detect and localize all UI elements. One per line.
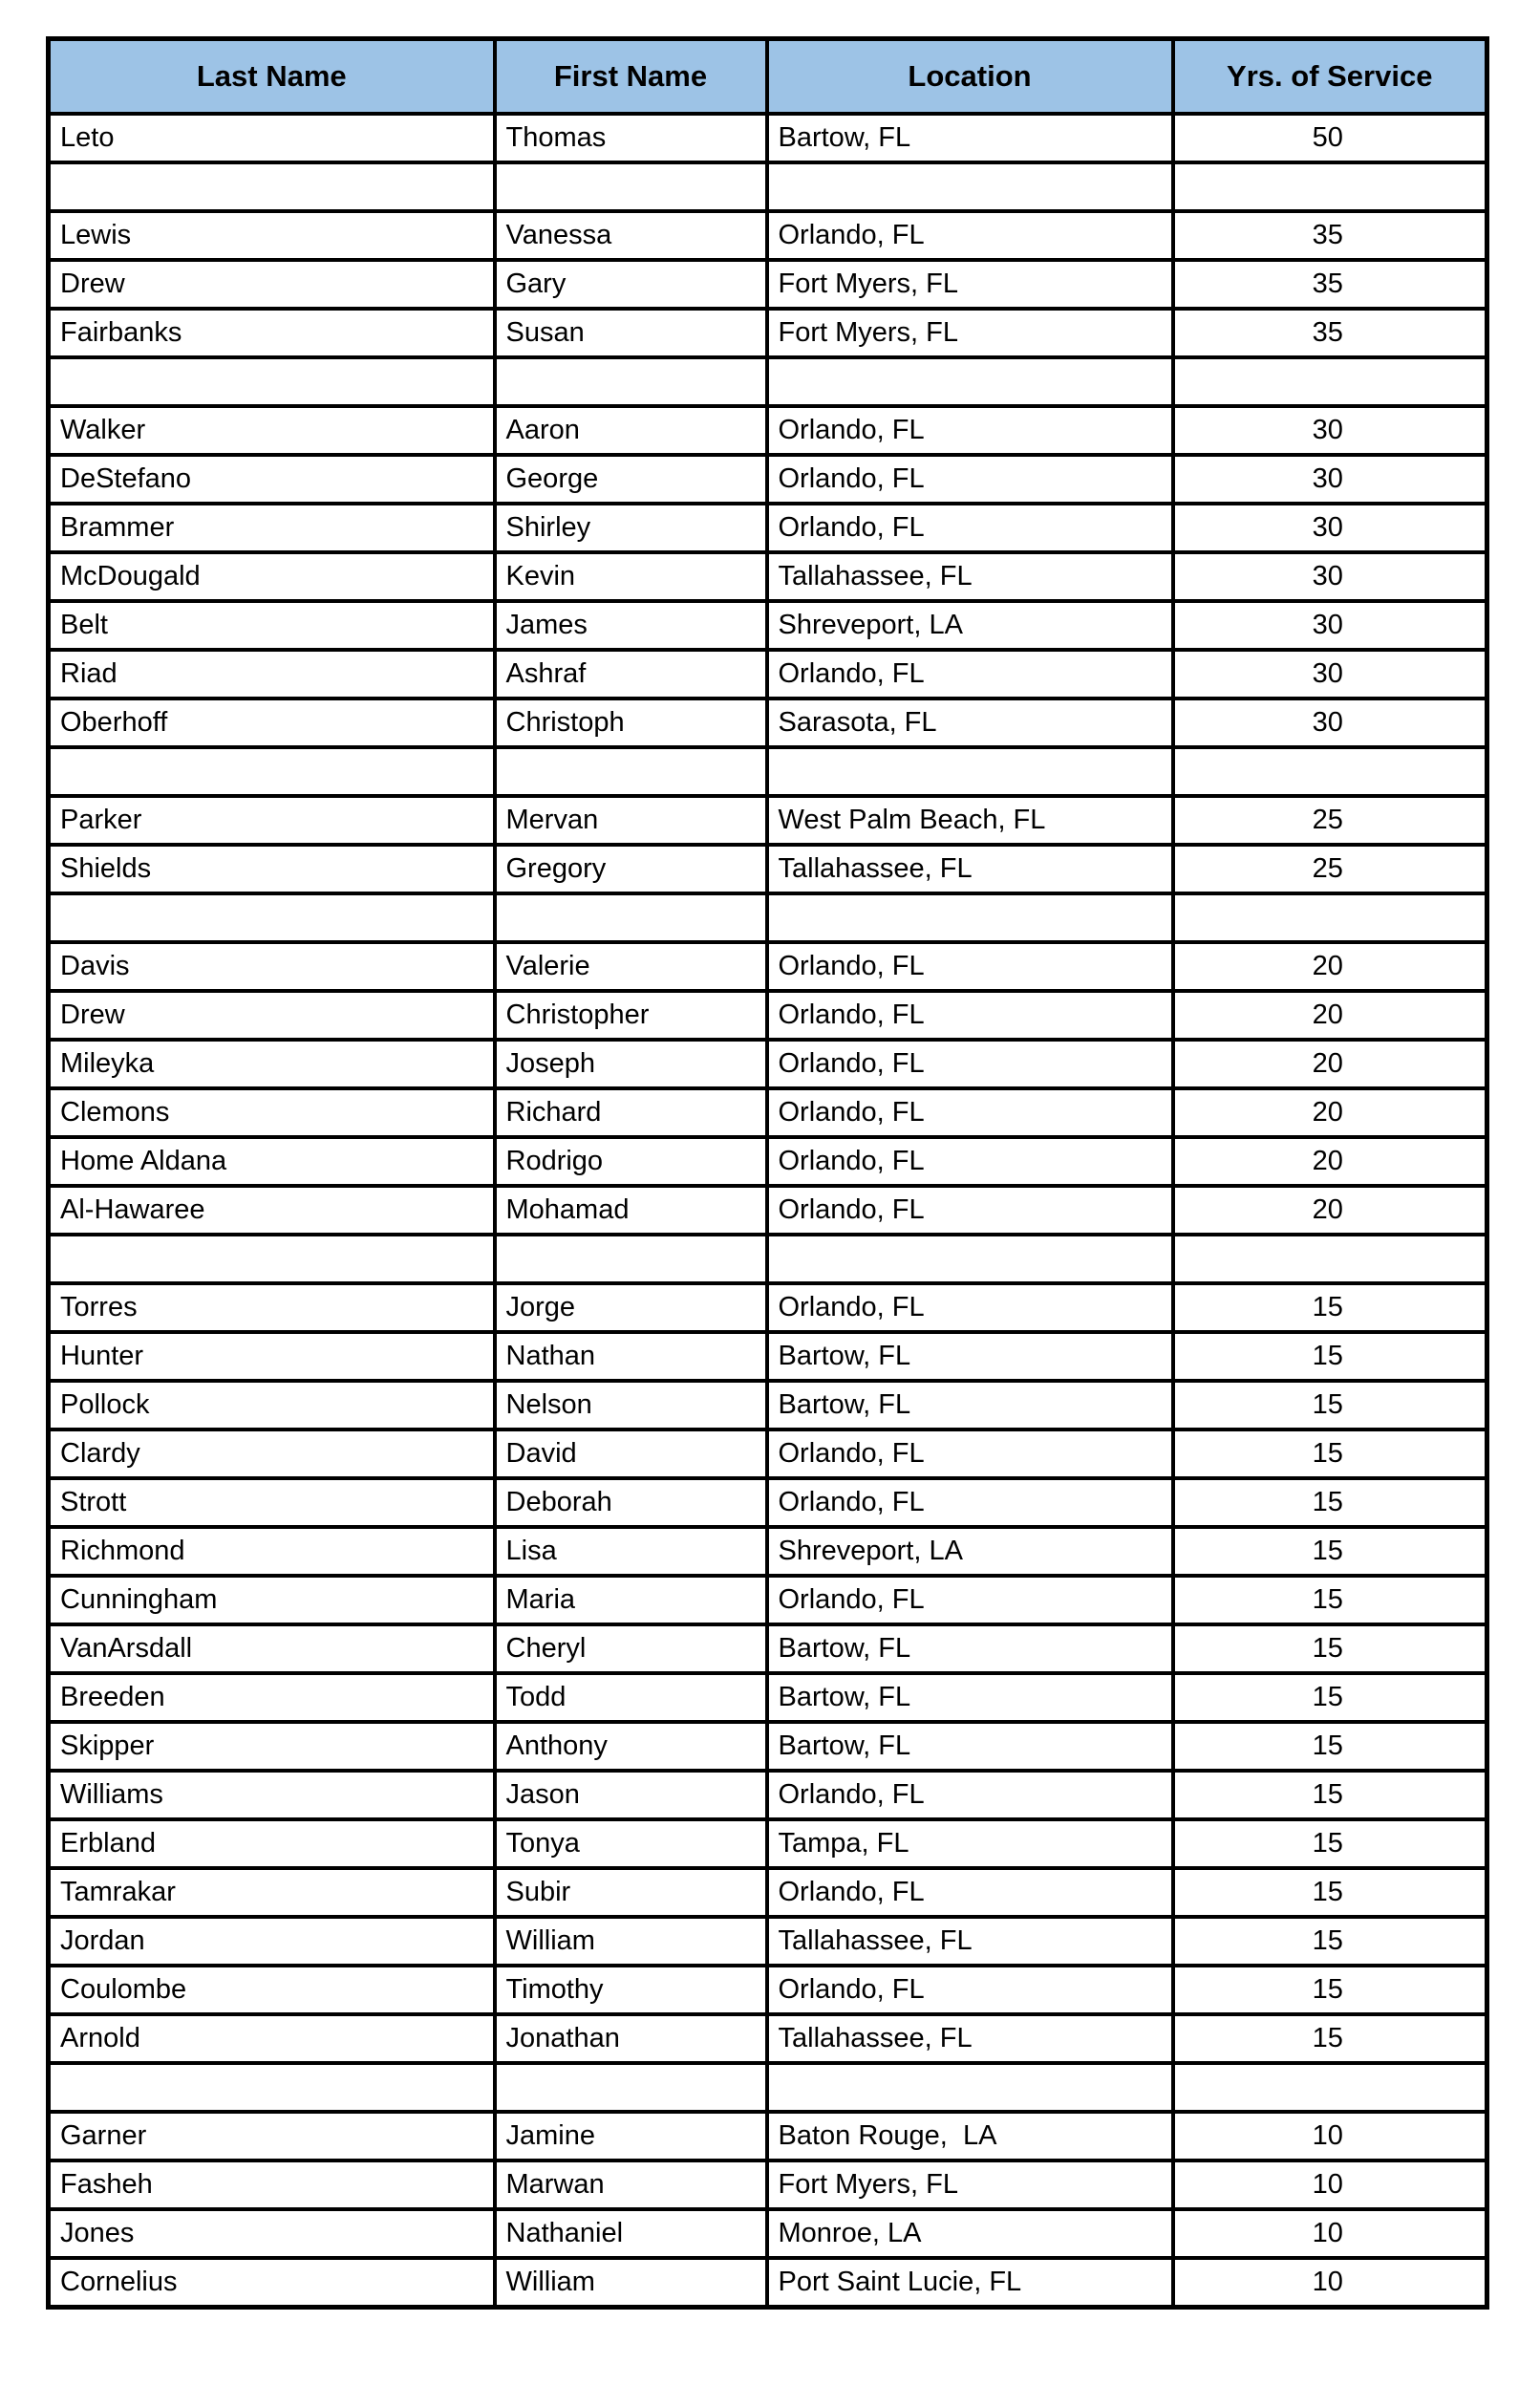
years-cell: 15 — [1173, 1673, 1487, 1722]
last-name-cell: Hunter — [49, 1332, 495, 1381]
table-row — [49, 601, 1487, 650]
years-cell: 30 — [1173, 699, 1487, 747]
first-name-cell: Thomas — [495, 114, 767, 162]
location-cell: Orlando, FL — [767, 1478, 1173, 1527]
first-name-cell — [495, 162, 767, 211]
first-name-cell: Lisa — [495, 1527, 767, 1576]
table-row — [49, 699, 1487, 747]
years-cell: 15 — [1173, 1722, 1487, 1771]
last-name-cell: Williams — [49, 1771, 495, 1819]
location-cell: Orlando, FL — [767, 1966, 1173, 2014]
location-cell: Orlando, FL — [767, 455, 1173, 504]
last-name-cell: Belt — [49, 601, 495, 650]
table-row — [49, 1722, 1487, 1771]
years-cell: 15 — [1173, 1917, 1487, 1966]
years-cell: 10 — [1173, 2209, 1487, 2258]
first-name-cell: Todd — [495, 1673, 767, 1722]
location-cell: Port Saint Lucie, FL — [767, 2258, 1173, 2308]
location-cell — [767, 747, 1173, 796]
last-name-cell: Drew — [49, 260, 495, 309]
table-row — [49, 1527, 1487, 1576]
first-name-cell: Cheryl — [495, 1624, 767, 1673]
years-cell: 30 — [1173, 406, 1487, 455]
first-name-cell: Jason — [495, 1771, 767, 1819]
table-row — [49, 1771, 1487, 1819]
location-cell: Tallahassee, FL — [767, 845, 1173, 893]
header-row — [49, 39, 1487, 115]
last-name-cell: Davis — [49, 942, 495, 991]
location-cell: Orlando, FL — [767, 1088, 1173, 1137]
table-row — [49, 796, 1487, 845]
last-name-cell: Parker — [49, 796, 495, 845]
location-cell: Tallahassee, FL — [767, 552, 1173, 601]
first-name-cell: George — [495, 455, 767, 504]
header-yrs-of-service: Yrs. of Service — [1173, 39, 1487, 115]
table-row — [49, 1283, 1487, 1332]
last-name-cell: Garner — [49, 2112, 495, 2160]
first-name-cell: Kevin — [495, 552, 767, 601]
first-name-cell: Gary — [495, 260, 767, 309]
location-cell — [767, 162, 1173, 211]
last-name-cell — [49, 747, 495, 796]
years-cell — [1173, 1235, 1487, 1283]
location-cell: Tallahassee, FL — [767, 1917, 1173, 1966]
location-cell: Sarasota, FL — [767, 699, 1173, 747]
first-name-cell — [495, 357, 767, 406]
table-row — [49, 1673, 1487, 1722]
location-cell: Fort Myers, FL — [767, 309, 1173, 357]
location-cell: Bartow, FL — [767, 114, 1173, 162]
last-name-cell: Oberhoff — [49, 699, 495, 747]
last-name-cell: Lewis — [49, 211, 495, 260]
table-row — [49, 942, 1487, 991]
last-name-cell: Al-Hawaree — [49, 1186, 495, 1235]
first-name-cell: James — [495, 601, 767, 650]
last-name-cell: McDougald — [49, 552, 495, 601]
years-cell: 15 — [1173, 1868, 1487, 1917]
table-row — [49, 1917, 1487, 1966]
location-cell: Orlando, FL — [767, 991, 1173, 1040]
last-name-cell: VanArsdall — [49, 1624, 495, 1673]
first-name-cell — [495, 747, 767, 796]
first-name-cell: Christoph — [495, 699, 767, 747]
spacer-row — [49, 893, 1487, 942]
location-cell — [767, 893, 1173, 942]
table-row — [49, 1088, 1487, 1137]
location-cell: Bartow, FL — [767, 1332, 1173, 1381]
years-cell: 15 — [1173, 1771, 1487, 1819]
table-row — [49, 845, 1487, 893]
table-row — [49, 1381, 1487, 1429]
first-name-cell — [495, 893, 767, 942]
table-row — [49, 211, 1487, 260]
last-name-cell: Coulombe — [49, 1966, 495, 2014]
table-row — [49, 406, 1487, 455]
years-cell: 20 — [1173, 1040, 1487, 1088]
first-name-cell: Tonya — [495, 1819, 767, 1868]
last-name-cell: Cunningham — [49, 1576, 495, 1624]
last-name-cell: Torres — [49, 1283, 495, 1332]
location-cell: Orlando, FL — [767, 1771, 1173, 1819]
location-cell: Shreveport, LA — [767, 1527, 1173, 1576]
years-cell: 20 — [1173, 942, 1487, 991]
last-name-cell — [49, 2063, 495, 2112]
first-name-cell: Aaron — [495, 406, 767, 455]
table-row — [49, 2160, 1487, 2209]
years-cell: 35 — [1173, 309, 1487, 357]
first-name-cell: Nathan — [495, 1332, 767, 1381]
first-name-cell: William — [495, 2258, 767, 2308]
first-name-cell: Jamine — [495, 2112, 767, 2160]
table-row — [49, 1332, 1487, 1381]
years-cell: 10 — [1173, 2160, 1487, 2209]
years-cell: 30 — [1173, 552, 1487, 601]
years-cell: 15 — [1173, 1429, 1487, 1478]
first-name-cell: Deborah — [495, 1478, 767, 1527]
location-cell: Fort Myers, FL — [767, 260, 1173, 309]
location-cell: West Palm Beach, FL — [767, 796, 1173, 845]
years-cell: 30 — [1173, 650, 1487, 699]
location-cell: Shreveport, LA — [767, 601, 1173, 650]
last-name-cell: Walker — [49, 406, 495, 455]
table-row — [49, 504, 1487, 552]
last-name-cell: Jones — [49, 2209, 495, 2258]
first-name-cell: Joseph — [495, 1040, 767, 1088]
first-name-cell: Subir — [495, 1868, 767, 1917]
table-row — [49, 309, 1487, 357]
table-row — [49, 455, 1487, 504]
table-row — [49, 1137, 1487, 1186]
years-cell: 20 — [1173, 1088, 1487, 1137]
last-name-cell: Cornelius — [49, 2258, 495, 2308]
location-cell: Orlando, FL — [767, 1429, 1173, 1478]
table-row — [49, 260, 1487, 309]
years-cell: 15 — [1173, 1332, 1487, 1381]
first-name-cell: Susan — [495, 309, 767, 357]
first-name-cell — [495, 1235, 767, 1283]
years-cell: 10 — [1173, 2258, 1487, 2308]
spacer-row — [49, 357, 1487, 406]
location-cell: Orlando, FL — [767, 1868, 1173, 1917]
header-first-name: First Name — [495, 39, 767, 115]
location-cell: Baton Rouge, LA — [767, 2112, 1173, 2160]
first-name-cell: Mervan — [495, 796, 767, 845]
years-cell: 15 — [1173, 1478, 1487, 1527]
first-name-cell: William — [495, 1917, 767, 1966]
years-cell: 20 — [1173, 1186, 1487, 1235]
location-cell: Orlando, FL — [767, 1283, 1173, 1332]
years-cell — [1173, 893, 1487, 942]
location-cell: Bartow, FL — [767, 1673, 1173, 1722]
last-name-cell — [49, 357, 495, 406]
service-years-table — [46, 36, 1489, 2310]
years-cell — [1173, 162, 1487, 211]
location-cell: Bartow, FL — [767, 1381, 1173, 1429]
spacer-row — [49, 1235, 1487, 1283]
table-row — [49, 1624, 1487, 1673]
first-name-cell: Ashraf — [495, 650, 767, 699]
table-row — [49, 1429, 1487, 1478]
first-name-cell: Jorge — [495, 1283, 767, 1332]
last-name-cell: Richmond — [49, 1527, 495, 1576]
last-name-cell: Breeden — [49, 1673, 495, 1722]
years-cell: 15 — [1173, 1527, 1487, 1576]
first-name-cell: Richard — [495, 1088, 767, 1137]
table-row — [49, 1966, 1487, 2014]
table-row — [49, 1040, 1487, 1088]
first-name-cell: Vanessa — [495, 211, 767, 260]
years-cell — [1173, 2063, 1487, 2112]
table-body — [49, 114, 1487, 2308]
years-cell: 15 — [1173, 1819, 1487, 1868]
location-cell: Orlando, FL — [767, 504, 1173, 552]
years-cell: 10 — [1173, 2112, 1487, 2160]
location-cell — [767, 1235, 1173, 1283]
years-cell: 15 — [1173, 1966, 1487, 2014]
years-cell: 15 — [1173, 1576, 1487, 1624]
table-row — [49, 2014, 1487, 2063]
last-name-cell: Strott — [49, 1478, 495, 1527]
location-cell: Bartow, FL — [767, 1722, 1173, 1771]
last-name-cell — [49, 893, 495, 942]
years-cell: 35 — [1173, 211, 1487, 260]
first-name-cell: Mohamad — [495, 1186, 767, 1235]
years-cell: 30 — [1173, 504, 1487, 552]
last-name-cell: Erbland — [49, 1819, 495, 1868]
years-cell: 15 — [1173, 2014, 1487, 2063]
years-cell: 30 — [1173, 455, 1487, 504]
last-name-cell: Pollock — [49, 1381, 495, 1429]
last-name-cell: Riad — [49, 650, 495, 699]
last-name-cell: Leto — [49, 114, 495, 162]
spacer-row — [49, 2063, 1487, 2112]
table-row — [49, 114, 1487, 162]
last-name-cell: Skipper — [49, 1722, 495, 1771]
years-cell — [1173, 357, 1487, 406]
first-name-cell: Nelson — [495, 1381, 767, 1429]
location-cell: Orlando, FL — [767, 1576, 1173, 1624]
header-location: Location — [767, 39, 1173, 115]
first-name-cell: Nathaniel — [495, 2209, 767, 2258]
last-name-cell: Mileyka — [49, 1040, 495, 1088]
table-row — [49, 991, 1487, 1040]
spacer-row — [49, 162, 1487, 211]
first-name-cell — [495, 2063, 767, 2112]
last-name-cell — [49, 1235, 495, 1283]
table-row — [49, 1478, 1487, 1527]
location-cell: Tampa, FL — [767, 1819, 1173, 1868]
years-cell: 15 — [1173, 1283, 1487, 1332]
years-cell: 30 — [1173, 601, 1487, 650]
last-name-cell: Clemons — [49, 1088, 495, 1137]
location-cell: Orlando, FL — [767, 211, 1173, 260]
last-name-cell: Fasheh — [49, 2160, 495, 2209]
first-name-cell: Gregory — [495, 845, 767, 893]
spacer-row — [49, 747, 1487, 796]
first-name-cell: Anthony — [495, 1722, 767, 1771]
location-cell — [767, 357, 1173, 406]
last-name-cell: Fairbanks — [49, 309, 495, 357]
location-cell: Orlando, FL — [767, 1040, 1173, 1088]
last-name-cell: DeStefano — [49, 455, 495, 504]
years-cell: 15 — [1173, 1624, 1487, 1673]
first-name-cell: Maria — [495, 1576, 767, 1624]
last-name-cell: Drew — [49, 991, 495, 1040]
last-name-cell: Brammer — [49, 504, 495, 552]
table-row — [49, 552, 1487, 601]
table-row — [49, 2112, 1487, 2160]
years-cell: 50 — [1173, 114, 1487, 162]
first-name-cell: Christopher — [495, 991, 767, 1040]
table-row — [49, 1819, 1487, 1868]
table-row — [49, 1576, 1487, 1624]
location-cell: Bartow, FL — [767, 1624, 1173, 1673]
years-cell: 20 — [1173, 1137, 1487, 1186]
location-cell: Tallahassee, FL — [767, 2014, 1173, 2063]
table-row — [49, 650, 1487, 699]
location-cell: Orlando, FL — [767, 1186, 1173, 1235]
location-cell: Monroe, LA — [767, 2209, 1173, 2258]
years-cell: 20 — [1173, 991, 1487, 1040]
table-row — [49, 2209, 1487, 2258]
years-cell: 25 — [1173, 796, 1487, 845]
first-name-cell: Timothy — [495, 1966, 767, 2014]
last-name-cell: Arnold — [49, 2014, 495, 2063]
table-row — [49, 2258, 1487, 2308]
location-cell: Orlando, FL — [767, 406, 1173, 455]
first-name-cell: Marwan — [495, 2160, 767, 2209]
years-cell — [1173, 747, 1487, 796]
years-cell: 35 — [1173, 260, 1487, 309]
first-name-cell: Rodrigo — [495, 1137, 767, 1186]
location-cell — [767, 2063, 1173, 2112]
first-name-cell: Jonathan — [495, 2014, 767, 2063]
table-row — [49, 1186, 1487, 1235]
location-cell: Orlando, FL — [767, 942, 1173, 991]
last-name-cell — [49, 162, 495, 211]
years-cell: 15 — [1173, 1381, 1487, 1429]
last-name-cell: Home Aldana — [49, 1137, 495, 1186]
location-cell: Fort Myers, FL — [767, 2160, 1173, 2209]
last-name-cell: Tamrakar — [49, 1868, 495, 1917]
header-last-name: Last Name — [49, 39, 495, 115]
table-row — [49, 1868, 1487, 1917]
first-name-cell: Shirley — [495, 504, 767, 552]
last-name-cell: Jordan — [49, 1917, 495, 1966]
first-name-cell: Valerie — [495, 942, 767, 991]
last-name-cell: Shields — [49, 845, 495, 893]
first-name-cell: David — [495, 1429, 767, 1478]
last-name-cell: Clardy — [49, 1429, 495, 1478]
location-cell: Orlando, FL — [767, 1137, 1173, 1186]
years-cell: 25 — [1173, 845, 1487, 893]
location-cell: Orlando, FL — [767, 650, 1173, 699]
